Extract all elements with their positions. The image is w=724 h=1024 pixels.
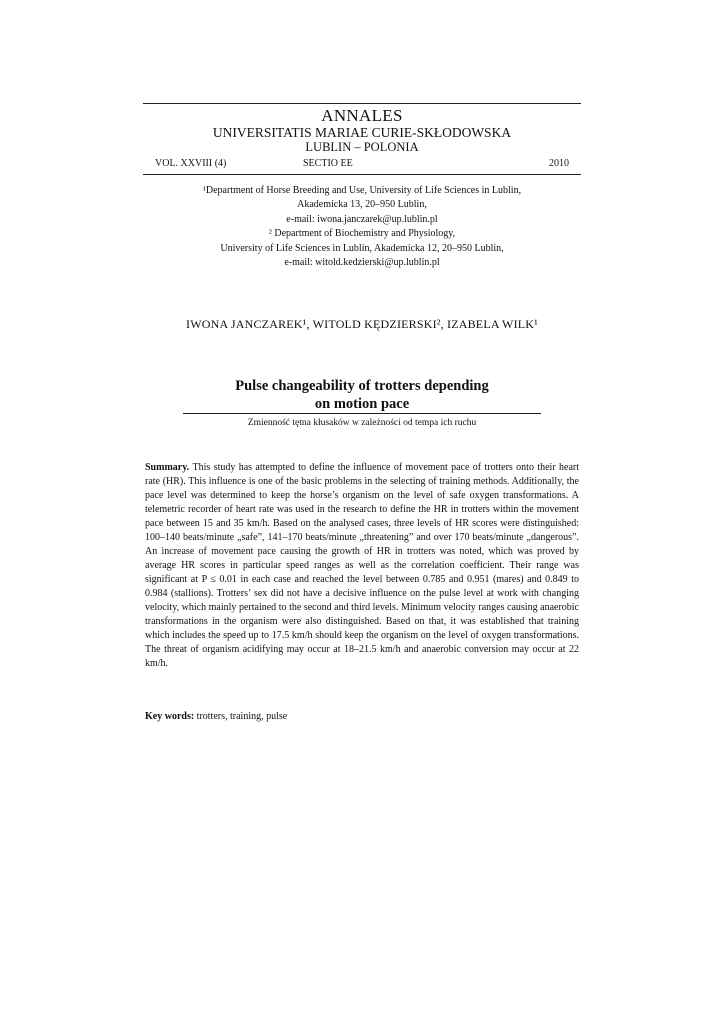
paper-title-line: on motion pace (314, 396, 410, 412)
affiliation-line: ¹Department of Horse Breeding and Use, University of Life Sciences in Lublin, (202, 185, 522, 196)
header-bottom-rule (143, 174, 581, 175)
journal-university: UNIVERSITATIS MARIAE CURIE-SKŁODOWSKA (212, 125, 512, 140)
affiliation-email: e-mail: iwona.janczarek@up.lublin.pl (286, 213, 438, 225)
summary-text: This study has attempted to define the influence of movement pace of trotters onto their heart rate (HR). This influence is one of the basic problems in the selecting of training methods. Additionally, the pace level was determined to keep the horse’s organism on the level of safe oxygen transformations. A telemetric recorder of heart rate was used in the research to define the HR in trotters within the movement pace between 15 and 35 km/h. Based on the analysed cases, three levels of HR scores were distinguished: 100–140 beats/minute „safe”, 141–170 beats/minute „threatening” and over 170 beats/minute „dangerous”. An increase of movement pace causing the growth of HR in trotters was noted, which was proved by average HR scores in particular speed ranges as well as the correlation coefficient. Their range was significant at P ≤ 0.01 in each case and reached the level between 0.785 and 0.951 (mares) and 0.849 to 0.984 (stallions). Trotters’ sex did not have a decisive influence on the pulse level at work with changing velocity, which mainly pertained to the second and third levels. Minimum velocity ranges causing anaerobic transformations in the organism were also distinguished. Based on that, it was established that training which includes the speed up to 17.5 km/h should keep the organism on the level of oxygen transformations. The threat of organism acidifying may occur at 18–21.5 km/h and anaerobic conversion may occur at 22 km/h. (145, 462, 580, 669)
keywords-label: Key words: (145, 711, 197, 722)
header-top-rule (143, 103, 581, 104)
journal-location: LUBLIN – POLONIA (305, 140, 419, 154)
journal-name: ANNALES (321, 106, 403, 125)
publication-year: 2010 (549, 158, 569, 169)
paper-subtitle: Zmienność tętna kłusaków w zależności od tempa ich ruchu (247, 418, 477, 428)
affiliation-email: e-mail: witold.kedzierski@up.lublin.pl (284, 257, 440, 269)
keywords-line (145, 711, 579, 722)
affiliations (143, 184, 581, 270)
title-rule (183, 413, 541, 414)
affiliation-line: University of Life Sciences in Lublin, Akademicka 12, 20–950 Lublin, (220, 242, 504, 254)
paper-title (143, 377, 581, 413)
paper-title-line: Pulse changeability of trotters depending (235, 378, 489, 394)
summary-label: Summary. (145, 462, 193, 473)
volume-row (155, 158, 569, 172)
keywords-text: trotters, training, pulse (196, 711, 288, 722)
volume-number: VOL. XXVIII (4) (155, 158, 227, 169)
author-list: IWONA JANCZAREK¹, WITOLD KĘDZIERSKI², IZABELA WILK¹ (186, 317, 538, 331)
affiliation-line: ² Department of Biochemistry and Physiology, (268, 228, 456, 240)
affiliation-line: Akademicka 13, 20–950 Lublin, (297, 199, 427, 211)
summary-paragraph (145, 461, 579, 671)
section-label: SECTIO EE (303, 158, 353, 169)
